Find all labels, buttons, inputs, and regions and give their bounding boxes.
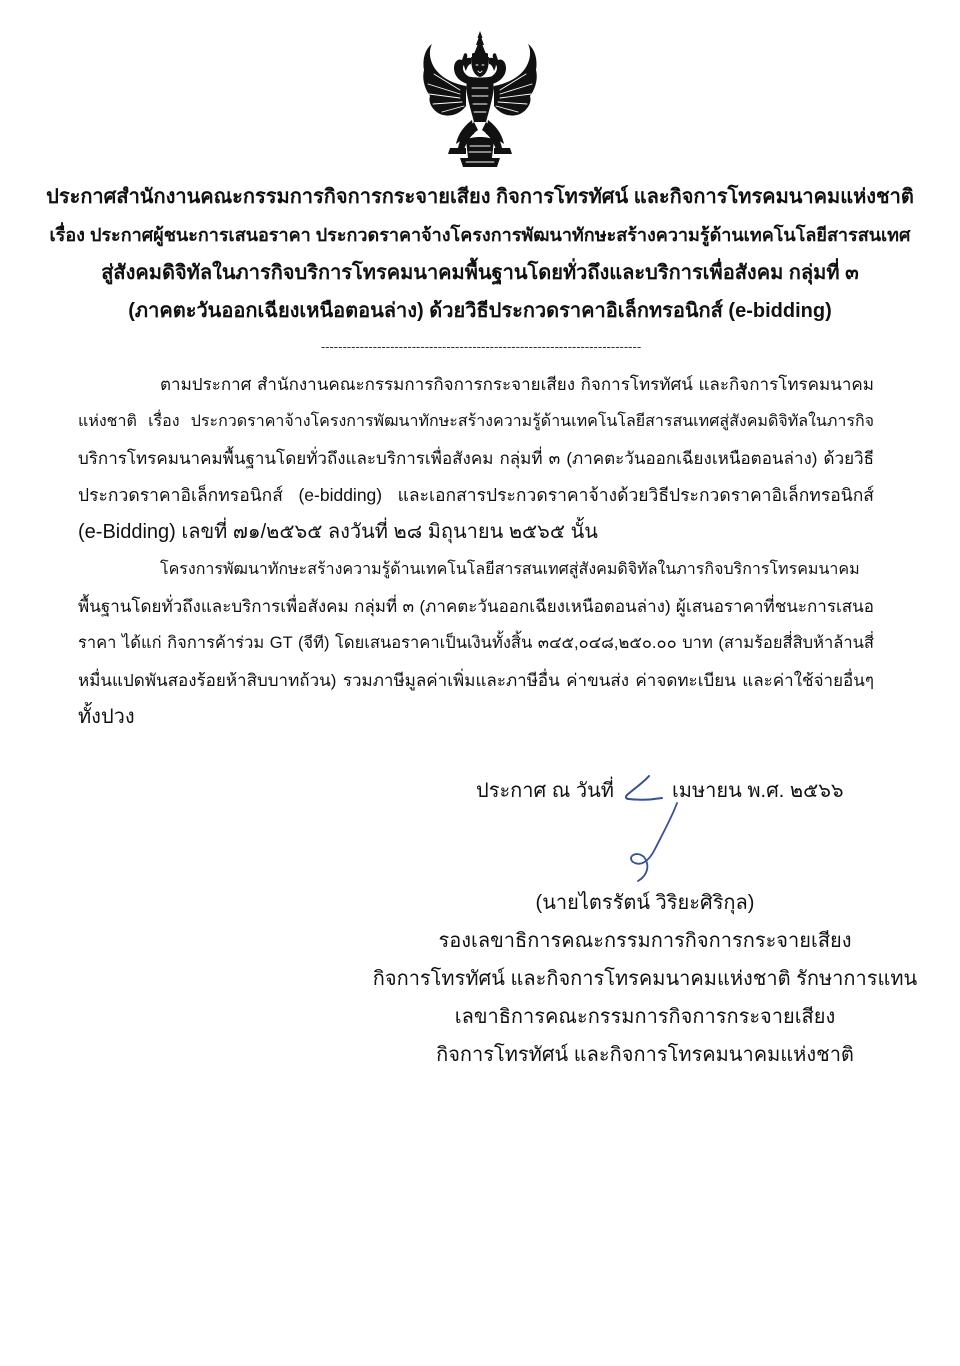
signatory-title-line: เลขาธิการคณะกรรมการกิจการกระจายเสียง <box>454 1006 836 1028</box>
announcement-header <box>40 178 920 330</box>
signatory-title-line: รองเลขาธิการคณะกรรมการกิจการกระจายเสียง <box>438 930 852 952</box>
paragraph-line: ประกวดราคาอิเล็กทรอนิกส์ (e-bidding) และเอกสารประกวดราคาจ้างด้วยวิธีประกวดราคาอิเล็กทรอนิกส์ <box>78 485 874 505</box>
paragraph-line: หมื่นแปดพันสองร้อยห้าสิบบาทถ้วน) รวมภาษีมูลค่าเพิ่มและภาษีอื่น ค่าขนส่ง ค่าจดทะเบียน และค่าใช้จ่ายอื่นๆ <box>78 671 874 690</box>
header-subject-line: (ภาคตะวันออกเฉียงเหนือตอนล่าง) ด้วยวิธีประกวดราคาอิเล็กทรอนิกส์ (e-bidding) <box>128 300 832 322</box>
header-subject-line: สู่สังคมดิจิทัลในภารกิจบริการโทรคมนาคมพื้นฐานโดยทั่วถึงและบริการเพื่อสังคม กลุ่มที่ ๓ <box>101 262 859 284</box>
garuda-emblem-icon <box>420 30 540 170</box>
announcement-body <box>78 366 874 736</box>
signatory-title-line: กิจการโทรทัศน์ และกิจการโทรคมนาคมแห่งชาติ <box>436 1044 854 1066</box>
header-title-line: ประกาศสำนักงานคณะกรรมการกิจการกระจายเสียง กิจการโทรทัศน์ และกิจการโทรคมนาคมแห่งชาติ <box>46 186 914 208</box>
signatory-name: (นายไตรรัตน์ วิริยะศิริกุล) <box>535 892 755 914</box>
date-prefix: ประกาศ ณ วันที่ <box>476 780 614 802</box>
divider-line: -------------------------------------------------------------------------- <box>320 339 642 354</box>
paragraph <box>78 366 874 551</box>
signatory-block <box>365 884 925 1074</box>
paragraph-line: โครงการพัฒนาทักษะสร้างความรู้ด้านเทคโนโลยีสารสนเทศสู่สังคมดิจิทัลในภารกิจบริการโทรคมนาคม <box>160 561 860 578</box>
paragraph-line: ทั้งปวง <box>78 706 135 728</box>
paragraph-line: ราคา ได้แก่ กิจการค้าร่วม GT (จีที) โดยเสนอราคาเป็นเงินทั้งสิ้น ๓๔๕,๐๔๘,๒๕๐.๐๐ บาท (สามร้อยสี่สิบห้าล้านสี่ <box>78 634 874 652</box>
signatory-title-line: กิจการโทรทัศน์ และกิจการโทรคมนาคมแห่งชาติ รักษาการแทน <box>372 968 918 990</box>
paragraph-line: ตามประกาศ สำนักงานคณะกรรมการกิจการกระจายเสียง กิจการโทรทัศน์ และกิจการโทรคมนาคม <box>160 375 874 394</box>
paragraph-line: (e-Bidding) เลขที่ ๗๑/๒๕๖๕ ลงวันที่ ๒๘ มิถุนายน ๒๕๖๕ นั้น <box>78 521 598 543</box>
paragraph-line: พื้นฐานโดยทั่วถึงและบริการเพื่อสังคม กลุ่มที่ ๓ (ภาคตะวันออกเฉียงเหนือตอนล่าง) ผู้เสนอราคาที่ชนะการเสนอ <box>78 597 874 616</box>
paragraph <box>78 551 874 736</box>
header-subject-line: เรื่อง ประกาศผู้ชนะการเสนอราคา ประกวดราคาจ้างโครงการพัฒนาทักษะสร้างความรู้ด้านเทคโนโลยีสารสนเทศ <box>49 225 911 245</box>
handwritten-signature <box>600 795 700 890</box>
paragraph-line: บริการโทรคมนาคมพื้นฐานโดยทั่วถึงและบริการเพื่อสังคม กลุ่มที่ ๓ (ภาคตะวันออกเฉียงเหนือตอนล่าง) ด้วยวิธี <box>78 449 874 468</box>
announcement-date <box>476 771 936 809</box>
paragraph-line: แห่งชาติ เรื่อง ประกวดราคาจ้างโครงการพัฒนาทักษะสร้างความรู้ด้านเทคโนโลยีสารสนเทศสู่สังคมดิจิทัลในภารกิจ <box>78 413 874 430</box>
date-suffix: เมษายน พ.ศ. ๒๕๖๖ <box>671 780 844 802</box>
